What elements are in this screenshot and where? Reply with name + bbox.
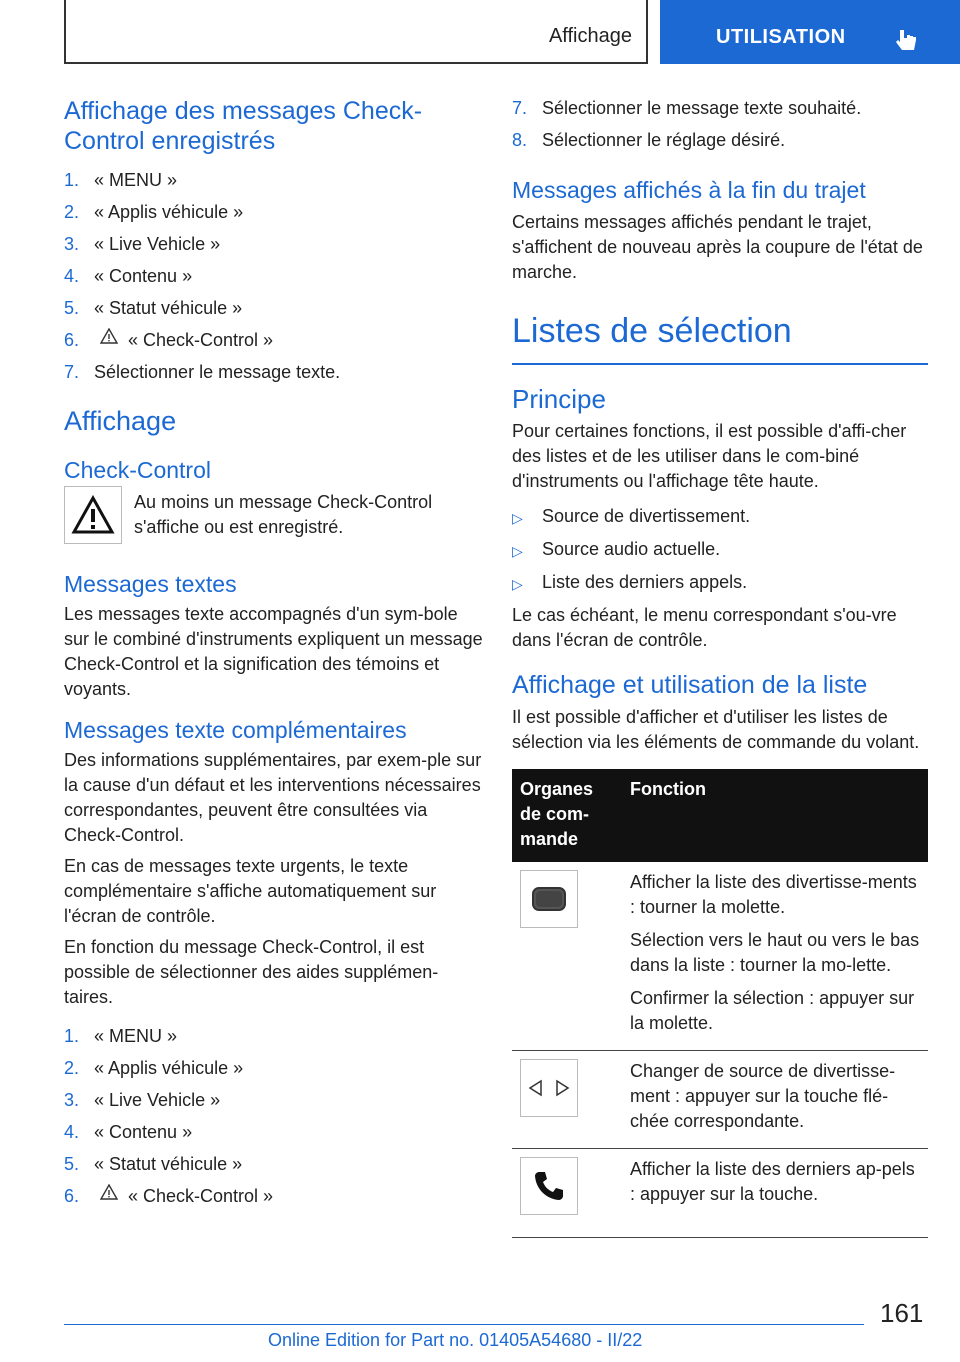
table-header-row bbox=[512, 769, 928, 862]
left-column bbox=[64, 96, 484, 1216]
function-text: Afficher la liste des derniers ap-pels : appuyer sur la touche. bbox=[630, 1159, 915, 1204]
table-row bbox=[512, 862, 928, 1051]
warning-triangle-icon bbox=[100, 1184, 118, 1200]
principle-text: Pour certaines fonctions, il est possible d'affi-cher des listes et de les utiliser dans le com-biné d'instruments ou l'affichage tête haute. bbox=[512, 421, 907, 491]
function-text: Afficher la liste des divertisse-ments : tourner la molette. bbox=[630, 872, 917, 917]
stored-messages-title: Affichage des messages Check-Control enregistrés bbox=[64, 97, 423, 155]
list-item: 8. Sélectionner le réglage désiré. bbox=[512, 130, 786, 150]
end-of-trip-text: Certains messages affichés pendant le trajet, s'affichent de nouveau après la coupure de l'état de marche. bbox=[512, 212, 923, 282]
list-item: 3. « Live Vehicle » bbox=[64, 234, 221, 254]
end-of-trip-title: Messages affichés à la fin du trajet bbox=[512, 177, 866, 203]
function-text: Confirmer la sélection : appuyer sur la molette. bbox=[630, 988, 915, 1033]
list-item: 1. « MENU » bbox=[64, 1026, 178, 1046]
table-row bbox=[512, 1149, 928, 1238]
complementary-p1: Des informations supplémentaires, par exem-ple sur la cause d'un défaut et les interventions nécessaires correspondantes, peuvent être consultées via Check-Control. bbox=[64, 750, 482, 845]
list-item: 4. « Contenu » bbox=[64, 1122, 193, 1142]
header-controls: Organes de com-mande bbox=[512, 769, 622, 862]
arrow-buttons-icon bbox=[520, 1059, 578, 1117]
text-messages-text: Les messages texte accompagnés d'un sym-bole sur le combiné d'instruments expliquent un message Check-Control et la signification des témoins et voyants. bbox=[64, 604, 483, 699]
steps-list-1 bbox=[64, 168, 484, 392]
steps-list-2 bbox=[64, 1024, 484, 1216]
phone-icon bbox=[520, 1157, 578, 1215]
list-item: 5. « Statut véhicule » bbox=[64, 298, 243, 318]
page-number: 161 bbox=[880, 1298, 924, 1328]
warning-triangle-icon bbox=[100, 328, 118, 344]
principle-title: Principe bbox=[512, 384, 606, 414]
edition-footer: Online Edition for Part no. 01405A54680 - II/22 bbox=[268, 1330, 643, 1350]
check-control-text: Au moins un message Check-Control s'affiche ou est enregistré. bbox=[134, 492, 433, 537]
header-section-box bbox=[64, 0, 648, 64]
warning-triangle-icon bbox=[64, 486, 122, 544]
list-item: 6. « Check-Control » bbox=[64, 1186, 274, 1206]
thumbwheel-icon bbox=[520, 870, 578, 928]
menu-text: Le cas échéant, le menu correspondant s'ou-vre dans l'écran de contrôle. bbox=[512, 605, 897, 650]
header-section-title: Affichage bbox=[548, 25, 632, 47]
list-item: 5. « Statut véhicule » bbox=[64, 1154, 243, 1174]
bullet-triangle-icon: ▷ bbox=[512, 576, 523, 592]
list-usage-text: Il est possible d'afficher et d'utiliser les listes de sélection via les éléments de commande du volant. bbox=[512, 707, 920, 752]
function-text: Changer de source de divertisse-ment : appuyer sur la touche flé-chée correspondante. bbox=[630, 1061, 896, 1131]
list-item: 2. « Applis véhicule » bbox=[64, 202, 244, 222]
complementary-title: Messages texte complémentaires bbox=[64, 717, 407, 743]
header-chapter-tab bbox=[660, 0, 960, 64]
complementary-p3: En fonction du message Check-Control, il est possible de sélectionner des aides supplémen-taires. bbox=[64, 937, 439, 1007]
hand-pointer-icon bbox=[896, 28, 918, 52]
bullet-triangle-icon: ▷ bbox=[512, 543, 523, 559]
display-title: Affichage bbox=[64, 406, 177, 436]
steps-list-continued bbox=[512, 96, 928, 160]
controls-table bbox=[512, 769, 928, 1238]
list-item: 7. Sélectionner le message texte souhaité. bbox=[512, 98, 862, 118]
header-chapter-title: UTILISATION bbox=[716, 26, 846, 48]
list-item: ▷ Source audio actuelle. bbox=[512, 537, 928, 570]
list-item: 4. « Contenu » bbox=[64, 266, 193, 286]
table-row bbox=[512, 1051, 928, 1149]
list-item: 2. « Applis véhicule » bbox=[64, 1058, 244, 1078]
header-function: Fonction bbox=[622, 769, 928, 862]
list-usage-title: Affichage et utilisation de la liste bbox=[512, 671, 868, 699]
complementary-p2: En cas de messages texte urgents, le texte complémentaire s'affiche automatiquement sur l'écran de contrôle. bbox=[64, 856, 437, 926]
bullet-list bbox=[512, 504, 928, 603]
list-item: 7. Sélectionner le message texte. bbox=[64, 362, 341, 382]
check-control-title: Check-Control bbox=[64, 457, 211, 483]
function-text: Sélection vers le haut ou vers le bas dans la liste : tourner la mo-lette. bbox=[630, 930, 920, 975]
list-item: 1. « MENU » bbox=[64, 170, 178, 190]
right-column bbox=[512, 96, 928, 1238]
selection-lists-title: Listes de sélection bbox=[512, 312, 792, 350]
list-item: 3. « Live Vehicle » bbox=[64, 1090, 221, 1110]
footer-divider bbox=[64, 1324, 864, 1325]
list-item: ▷ Source de divertissement. bbox=[512, 504, 928, 537]
check-control-box bbox=[64, 486, 484, 544]
text-messages-title: Messages textes bbox=[64, 571, 237, 597]
list-item: 6. « Check-Control » bbox=[64, 330, 274, 350]
bullet-triangle-icon: ▷ bbox=[512, 510, 523, 526]
list-item: ▷ Liste des derniers appels. bbox=[512, 570, 928, 603]
title-divider bbox=[512, 363, 928, 365]
